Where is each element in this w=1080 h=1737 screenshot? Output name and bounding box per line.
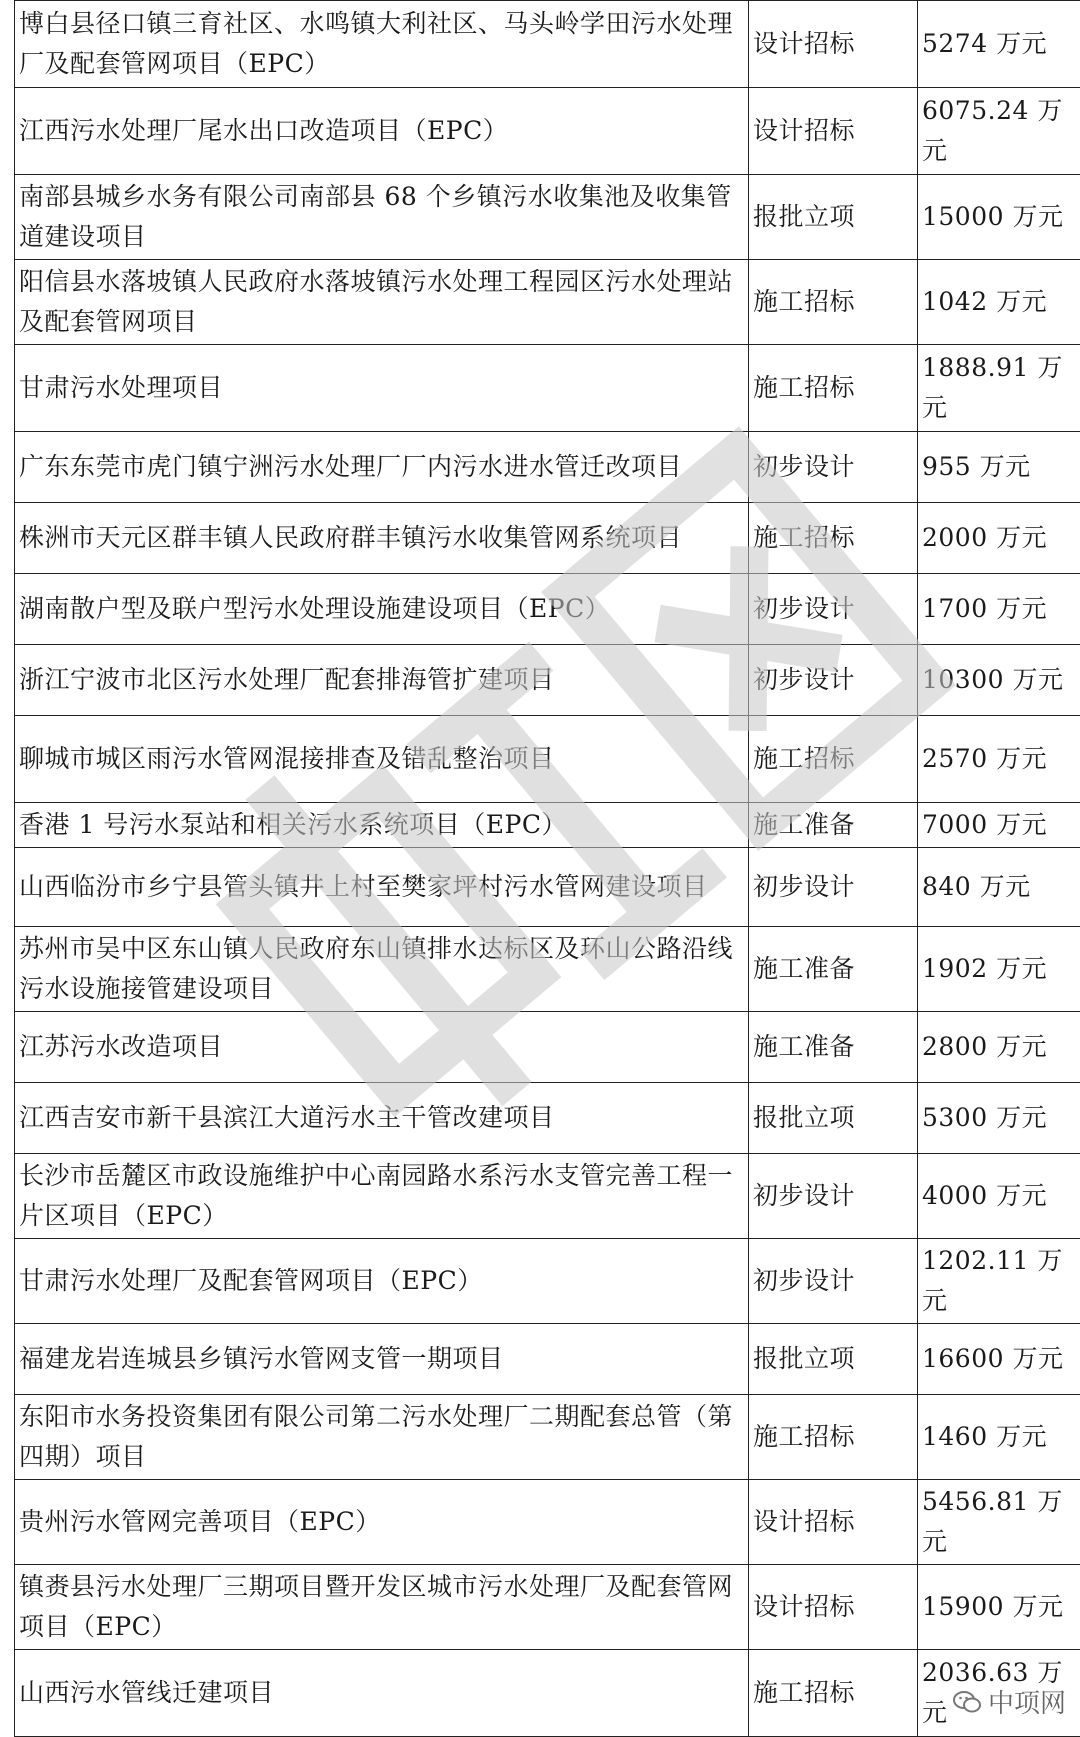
amount-cell: 1888.91 万元 (918, 345, 1080, 432)
stage-cell: 施工招标 (749, 1395, 918, 1480)
logo-text: 中项网 (988, 1683, 1066, 1720)
table-row (15, 1650, 1080, 1737)
stage-cell: 施工准备 (749, 803, 918, 848)
table-row (15, 1480, 1080, 1565)
amount-cell: 955 万元 (918, 432, 1080, 503)
project-name-cell: 江西吉安市新干县滨江大道污水主干管改建项目 (15, 1083, 749, 1154)
stage-cell: 施工招标 (749, 260, 918, 345)
stage-cell: 施工招标 (749, 503, 918, 574)
stage-cell: 施工招标 (749, 716, 918, 803)
project-table-body (15, 1, 1080, 1737)
project-name-cell: 贵州污水管网完善项目（EPC） (15, 1480, 749, 1565)
table-row (15, 1, 1080, 88)
amount-cell: 840 万元 (918, 848, 1080, 927)
amount-cell: 4000 万元 (918, 1154, 1080, 1239)
stage-cell: 施工准备 (749, 1012, 918, 1083)
table-row (15, 1083, 1080, 1154)
project-name-cell: 香港 1 号污水泵站和相关污水系统项目（EPC） (15, 803, 749, 848)
amount-cell: 2000 万元 (918, 503, 1080, 574)
table-row (15, 1012, 1080, 1083)
stage-cell: 设计招标 (749, 1, 918, 88)
project-name-cell: 浙江宁波市北区污水处理厂配套排海管扩建项目 (15, 645, 749, 716)
amount-cell: 10300 万元 (918, 645, 1080, 716)
amount-cell: 1202.11 万元 (918, 1239, 1080, 1324)
project-name-cell: 株洲市天元区群丰镇人民政府群丰镇污水收集管网系统项目 (15, 503, 749, 574)
project-table-container (14, 0, 1062, 1737)
stage-cell: 初步设计 (749, 432, 918, 503)
table-row (15, 345, 1080, 432)
amount-cell: 15000 万元 (918, 175, 1080, 260)
project-name-cell: 湖南散户型及联户型污水处理设施建设项目（EPC） (15, 574, 749, 645)
amount-cell: 1902 万元 (918, 927, 1080, 1012)
project-name-cell: 长沙市岳麓区市政设施维护中心南园路水系污水支管完善工程一片区项目（EPC） (15, 1154, 749, 1239)
project-name-cell: 镇赉县污水处理厂三期项目暨开发区城市污水处理厂及配套管网项目（EPC） (15, 1565, 749, 1650)
stage-cell: 设计招标 (749, 1565, 918, 1650)
table-row (15, 1565, 1080, 1650)
table-row (15, 1395, 1080, 1480)
amount-cell: 2036.63 万元 (918, 1650, 1080, 1737)
project-name-cell: 南部县城乡水务有限公司南部县 68 个乡镇污水收集池及收集管道建设项目 (15, 175, 749, 260)
amount-cell: 7000 万元 (918, 803, 1080, 848)
stage-cell: 设计招标 (749, 1480, 918, 1565)
table-row (15, 574, 1080, 645)
stage-cell: 初步设计 (749, 848, 918, 927)
stage-cell: 初步设计 (749, 574, 918, 645)
amount-cell: 1700 万元 (918, 574, 1080, 645)
project-name-cell: 山西临汾市乡宁县管头镇井上村至樊家坪村污水管网建设项目 (15, 848, 749, 927)
source-logo (952, 1683, 1066, 1720)
project-name-cell: 聊城市城区雨污水管网混接排查及错乱整治项目 (15, 716, 749, 803)
amount-cell: 1042 万元 (918, 260, 1080, 345)
table-row (15, 175, 1080, 260)
project-name-cell: 阳信县水落坡镇人民政府水落坡镇污水处理工程园区污水处理站及配套管网项目 (15, 260, 749, 345)
stage-cell: 报批立项 (749, 1324, 918, 1395)
project-name-cell: 江西污水处理厂尾水出口改造项目（EPC） (15, 88, 749, 175)
table-row (15, 716, 1080, 803)
project-name-cell: 博白县径口镇三育社区、水鸣镇大利社区、马头岭学田污水处理厂及配套管网项目（EPC） (15, 1, 749, 88)
stage-cell: 初步设计 (749, 1239, 918, 1324)
stage-cell: 施工招标 (749, 345, 918, 432)
table-row (15, 1324, 1080, 1395)
project-name-cell: 江苏污水改造项目 (15, 1012, 749, 1083)
stage-cell: 设计招标 (749, 88, 918, 175)
project-name-cell: 甘肃污水处理项目 (15, 345, 749, 432)
table-row (15, 645, 1080, 716)
project-name-cell: 苏州市吴中区东山镇人民政府东山镇排水达标区及环山公路沿线污水设施接管建设项目 (15, 927, 749, 1012)
table-row (15, 503, 1080, 574)
amount-cell: 2800 万元 (918, 1012, 1080, 1083)
amount-cell: 16600 万元 (918, 1324, 1080, 1395)
amount-cell: 15900 万元 (918, 1565, 1080, 1650)
project-table (14, 0, 1080, 1737)
table-row (15, 1239, 1080, 1324)
project-name-cell: 东阳市水务投资集团有限公司第二污水处理厂二期配套总管（第四期）项目 (15, 1395, 749, 1480)
stage-cell: 报批立项 (749, 175, 918, 260)
stage-cell: 施工准备 (749, 927, 918, 1012)
table-row (15, 803, 1080, 848)
project-name-cell: 甘肃污水处理厂及配套管网项目（EPC） (15, 1239, 749, 1324)
table-row (15, 848, 1080, 927)
amount-cell: 5300 万元 (918, 1083, 1080, 1154)
amount-cell: 5274 万元 (918, 1, 1080, 88)
stage-cell: 初步设计 (749, 645, 918, 716)
wechat-icon (952, 1689, 982, 1715)
project-name-cell: 广东东莞市虎门镇宁洲污水处理厂厂内污水进水管迁改项目 (15, 432, 749, 503)
amount-cell: 2570 万元 (918, 716, 1080, 803)
project-name-cell: 福建龙岩连城县乡镇污水管网支管一期项目 (15, 1324, 749, 1395)
table-row (15, 88, 1080, 175)
amount-cell: 5456.81 万元 (918, 1480, 1080, 1565)
table-row (15, 260, 1080, 345)
table-row (15, 1154, 1080, 1239)
stage-cell: 报批立项 (749, 1083, 918, 1154)
amount-cell: 6075.24 万元 (918, 88, 1080, 175)
amount-cell: 1460 万元 (918, 1395, 1080, 1480)
table-row (15, 927, 1080, 1012)
stage-cell: 初步设计 (749, 1154, 918, 1239)
table-row (15, 432, 1080, 503)
project-name-cell: 山西污水管线迁建项目 (15, 1650, 749, 1737)
stage-cell: 施工招标 (749, 1650, 918, 1737)
